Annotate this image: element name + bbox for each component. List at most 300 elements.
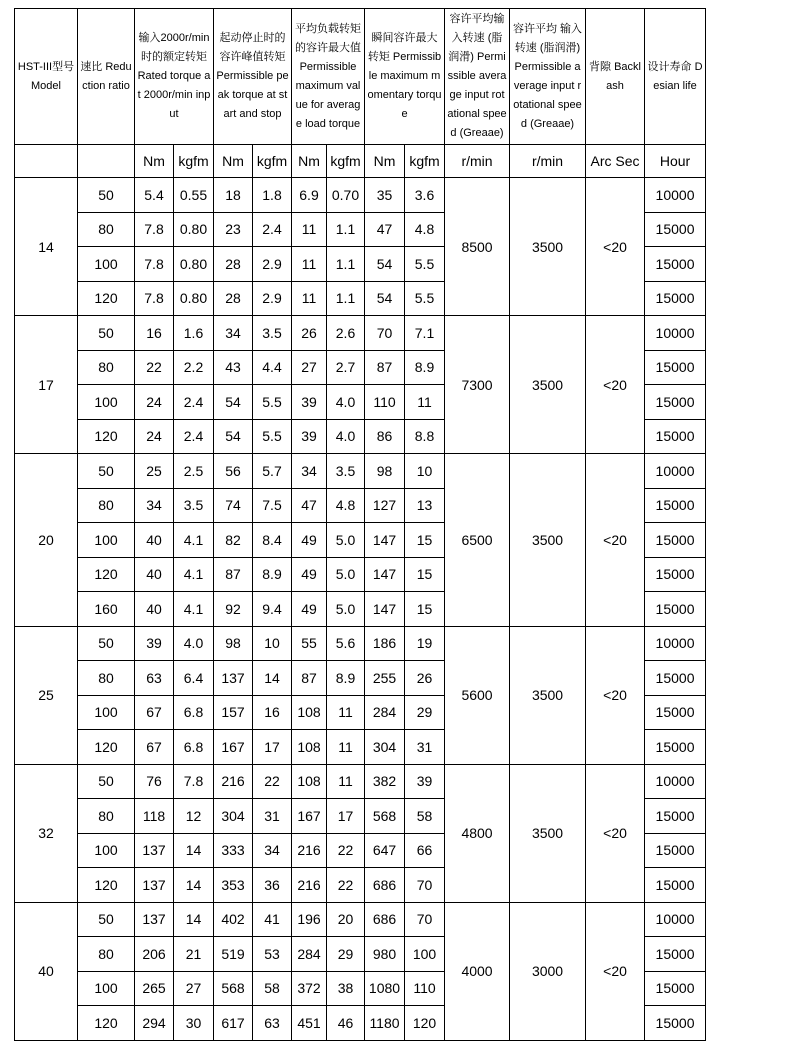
- avg-nm-cell: 167: [292, 799, 327, 834]
- rated-nm-cell: 265: [135, 971, 174, 1006]
- ratio-cell: 50: [78, 316, 135, 351]
- rated-nm-cell: 34: [135, 488, 174, 523]
- rated-kgfm-cell: 0.80: [174, 247, 214, 282]
- ratio-cell: 100: [78, 833, 135, 868]
- input-speed-2-cell: 3500: [510, 316, 586, 454]
- column-header-reduction-ratio: 速比 Reduction ratio: [78, 9, 135, 145]
- mom-nm-cell: 186: [365, 626, 405, 661]
- input-speed-1-cell: 5600: [445, 626, 510, 764]
- life-cell: 10000: [645, 178, 706, 213]
- peak-kgfm-cell: 8.4: [253, 523, 292, 558]
- life-cell: 10000: [645, 902, 706, 937]
- backlash-cell: <20: [586, 178, 645, 316]
- table-row: [15, 316, 706, 351]
- avg-kgfm-cell: 11: [327, 695, 365, 730]
- rated-kgfm-cell: 0.80: [174, 281, 214, 316]
- peak-nm-cell: 34: [214, 316, 253, 351]
- rated-kgfm-cell: 0.80: [174, 212, 214, 247]
- mom-kgfm-cell: 13: [405, 488, 445, 523]
- ratio-cell: 100: [78, 523, 135, 558]
- peak-nm-cell: 87: [214, 557, 253, 592]
- mom-nm-cell: 980: [365, 937, 405, 972]
- unit-cell: kgfm: [174, 145, 214, 178]
- hst-iii-spec-table: [14, 8, 706, 1041]
- ratio-cell: 120: [78, 419, 135, 454]
- avg-kgfm-cell: 4.0: [327, 419, 365, 454]
- rated-nm-cell: 24: [135, 419, 174, 454]
- ratio-cell: 100: [78, 385, 135, 420]
- mom-kgfm-cell: 4.8: [405, 212, 445, 247]
- peak-nm-cell: 304: [214, 799, 253, 834]
- model-cell: 14: [15, 178, 78, 316]
- peak-nm-cell: 568: [214, 971, 253, 1006]
- rated-kgfm-cell: 2.5: [174, 454, 214, 489]
- input-speed-2-cell: 3500: [510, 454, 586, 627]
- avg-kgfm-cell: 4.8: [327, 488, 365, 523]
- unit-cell: r/min: [510, 145, 586, 178]
- mom-nm-cell: 54: [365, 247, 405, 282]
- mom-kgfm-cell: 110: [405, 971, 445, 1006]
- mom-nm-cell: 647: [365, 833, 405, 868]
- ratio-cell: 50: [78, 178, 135, 213]
- peak-kgfm-cell: 2.9: [253, 281, 292, 316]
- input-speed-1-cell: 8500: [445, 178, 510, 316]
- mom-nm-cell: 568: [365, 799, 405, 834]
- life-cell: 15000: [645, 212, 706, 247]
- column-header-rated-torque: 输入2000r/min 时的额定转矩 Rated torque at 2000r/min input: [135, 9, 214, 145]
- avg-nm-cell: 108: [292, 695, 327, 730]
- rated-nm-cell: 40: [135, 592, 174, 627]
- mom-nm-cell: 686: [365, 902, 405, 937]
- peak-kgfm-cell: 8.9: [253, 557, 292, 592]
- rated-kgfm-cell: 14: [174, 902, 214, 937]
- mom-kgfm-cell: 15: [405, 523, 445, 558]
- table-row: [15, 454, 706, 489]
- avg-nm-cell: 87: [292, 661, 327, 696]
- ratio-cell: 80: [78, 661, 135, 696]
- avg-nm-cell: 108: [292, 730, 327, 765]
- backlash-cell: <20: [586, 316, 645, 454]
- ratio-cell: 80: [78, 350, 135, 385]
- rated-kgfm-cell: 6.8: [174, 695, 214, 730]
- avg-kgfm-cell: 29: [327, 937, 365, 972]
- avg-kgfm-cell: 5.0: [327, 592, 365, 627]
- rated-nm-cell: 7.8: [135, 247, 174, 282]
- peak-kgfm-cell: 2.4: [253, 212, 292, 247]
- input-speed-2-cell: 3500: [510, 626, 586, 764]
- avg-kgfm-cell: 5.0: [327, 523, 365, 558]
- avg-kgfm-cell: 4.0: [327, 385, 365, 420]
- model-cell: 40: [15, 902, 78, 1040]
- peak-nm-cell: 54: [214, 419, 253, 454]
- rated-kgfm-cell: 7.8: [174, 764, 214, 799]
- rated-nm-cell: 137: [135, 902, 174, 937]
- model-cell: 25: [15, 626, 78, 764]
- peak-nm-cell: 18: [214, 178, 253, 213]
- ratio-cell: 80: [78, 212, 135, 247]
- peak-nm-cell: 167: [214, 730, 253, 765]
- table-row: [15, 764, 706, 799]
- unit-cell: kgfm: [253, 145, 292, 178]
- peak-nm-cell: 519: [214, 937, 253, 972]
- mom-kgfm-cell: 70: [405, 868, 445, 903]
- mom-nm-cell: 110: [365, 385, 405, 420]
- peak-kgfm-cell: 2.9: [253, 247, 292, 282]
- ratio-cell: 80: [78, 488, 135, 523]
- avg-nm-cell: 6.9: [292, 178, 327, 213]
- input-speed-1-cell: 4000: [445, 902, 510, 1040]
- column-header-peak-torque: 起动停止时的容许峰值转矩 Permissible peak torque at start and stop: [214, 9, 292, 145]
- ratio-cell: 50: [78, 764, 135, 799]
- model-cell: 32: [15, 764, 78, 902]
- table-body: [15, 178, 706, 1041]
- ratio-cell: 50: [78, 454, 135, 489]
- mom-nm-cell: 54: [365, 281, 405, 316]
- column-header-input-speed-2: 容许平均 输入转速 (脂润滑) Permissible average input rotational speed (Greaae): [510, 9, 586, 145]
- unit-cell: kgfm: [327, 145, 365, 178]
- peak-nm-cell: 353: [214, 868, 253, 903]
- mom-kgfm-cell: 26: [405, 661, 445, 696]
- rated-nm-cell: 25: [135, 454, 174, 489]
- rated-nm-cell: 137: [135, 868, 174, 903]
- ratio-cell: 120: [78, 557, 135, 592]
- peak-kgfm-cell: 5.5: [253, 419, 292, 454]
- rated-nm-cell: 67: [135, 695, 174, 730]
- mom-kgfm-cell: 58: [405, 799, 445, 834]
- model-cell: 17: [15, 316, 78, 454]
- avg-kgfm-cell: 1.1: [327, 247, 365, 282]
- mom-kgfm-cell: 5.5: [405, 281, 445, 316]
- avg-nm-cell: 216: [292, 833, 327, 868]
- mom-kgfm-cell: 5.5: [405, 247, 445, 282]
- mom-nm-cell: 127: [365, 488, 405, 523]
- peak-kgfm-cell: 36: [253, 868, 292, 903]
- mom-kgfm-cell: 29: [405, 695, 445, 730]
- life-cell: 15000: [645, 247, 706, 282]
- rated-kgfm-cell: 4.0: [174, 626, 214, 661]
- avg-nm-cell: 216: [292, 868, 327, 903]
- input-speed-1-cell: 4800: [445, 764, 510, 902]
- column-header-input-speed-1: 容许平均输入转速 (脂润滑) Permissible average input rotational speed (Greaae): [445, 9, 510, 145]
- rated-nm-cell: 63: [135, 661, 174, 696]
- mom-nm-cell: 147: [365, 557, 405, 592]
- avg-kgfm-cell: 46: [327, 1006, 365, 1041]
- rated-kgfm-cell: 12: [174, 799, 214, 834]
- rated-nm-cell: 22: [135, 350, 174, 385]
- rated-kgfm-cell: 14: [174, 868, 214, 903]
- table-row: [15, 178, 706, 213]
- avg-nm-cell: 284: [292, 937, 327, 972]
- rated-kgfm-cell: 6.8: [174, 730, 214, 765]
- peak-nm-cell: 333: [214, 833, 253, 868]
- peak-kgfm-cell: 1.8: [253, 178, 292, 213]
- life-cell: 15000: [645, 799, 706, 834]
- avg-nm-cell: 108: [292, 764, 327, 799]
- mom-kgfm-cell: 11: [405, 385, 445, 420]
- peak-nm-cell: 137: [214, 661, 253, 696]
- peak-kgfm-cell: 4.4: [253, 350, 292, 385]
- peak-nm-cell: 617: [214, 1006, 253, 1041]
- ratio-cell: 120: [78, 1006, 135, 1041]
- avg-kgfm-cell: 1.1: [327, 212, 365, 247]
- column-header-model: HST-III型号 Model: [15, 9, 78, 145]
- input-speed-1-cell: 7300: [445, 316, 510, 454]
- mom-kgfm-cell: 70: [405, 902, 445, 937]
- unit-cell: Hour: [645, 145, 706, 178]
- avg-kgfm-cell: 20: [327, 902, 365, 937]
- peak-nm-cell: 402: [214, 902, 253, 937]
- avg-kgfm-cell: 2.6: [327, 316, 365, 351]
- rated-kgfm-cell: 3.5: [174, 488, 214, 523]
- rated-kgfm-cell: 4.1: [174, 592, 214, 627]
- rated-nm-cell: 16: [135, 316, 174, 351]
- peak-kgfm-cell: 16: [253, 695, 292, 730]
- mom-kgfm-cell: 10: [405, 454, 445, 489]
- mom-nm-cell: 1080: [365, 971, 405, 1006]
- peak-kgfm-cell: 9.4: [253, 592, 292, 627]
- avg-nm-cell: 55: [292, 626, 327, 661]
- peak-nm-cell: 157: [214, 695, 253, 730]
- unit-cell: Nm: [135, 145, 174, 178]
- avg-nm-cell: 11: [292, 281, 327, 316]
- avg-nm-cell: 39: [292, 385, 327, 420]
- life-cell: 15000: [645, 488, 706, 523]
- rated-kgfm-cell: 30: [174, 1006, 214, 1041]
- peak-kgfm-cell: 34: [253, 833, 292, 868]
- avg-kgfm-cell: 8.9: [327, 661, 365, 696]
- life-cell: 15000: [645, 557, 706, 592]
- rated-nm-cell: 39: [135, 626, 174, 661]
- rated-nm-cell: 40: [135, 557, 174, 592]
- table-row: [15, 626, 706, 661]
- peak-kgfm-cell: 7.5: [253, 488, 292, 523]
- mom-nm-cell: 98: [365, 454, 405, 489]
- mom-nm-cell: 70: [365, 316, 405, 351]
- rated-nm-cell: 7.8: [135, 281, 174, 316]
- rated-nm-cell: 118: [135, 799, 174, 834]
- peak-nm-cell: 54: [214, 385, 253, 420]
- life-cell: 15000: [645, 385, 706, 420]
- mom-kgfm-cell: 15: [405, 557, 445, 592]
- avg-nm-cell: 49: [292, 523, 327, 558]
- ratio-cell: 120: [78, 730, 135, 765]
- rated-nm-cell: 294: [135, 1006, 174, 1041]
- header-row-labels: [15, 9, 706, 145]
- ratio-cell: 100: [78, 695, 135, 730]
- mom-nm-cell: 86: [365, 419, 405, 454]
- rated-kgfm-cell: 4.1: [174, 523, 214, 558]
- mom-kgfm-cell: 8.8: [405, 419, 445, 454]
- life-cell: 15000: [645, 695, 706, 730]
- avg-nm-cell: 49: [292, 592, 327, 627]
- mom-kgfm-cell: 15: [405, 592, 445, 627]
- peak-nm-cell: 28: [214, 247, 253, 282]
- peak-nm-cell: 74: [214, 488, 253, 523]
- life-cell: 15000: [645, 937, 706, 972]
- unit-cell: [15, 145, 78, 178]
- mom-kgfm-cell: 8.9: [405, 350, 445, 385]
- peak-kgfm-cell: 53: [253, 937, 292, 972]
- column-header-momentary-torque: 瞬间容许最大转矩 Permissible maximum momentary torque: [365, 9, 445, 145]
- table-header: [15, 9, 706, 178]
- table-row: [15, 902, 706, 937]
- backlash-cell: <20: [586, 764, 645, 902]
- unit-cell: Nm: [214, 145, 253, 178]
- mom-nm-cell: 686: [365, 868, 405, 903]
- avg-nm-cell: 451: [292, 1006, 327, 1041]
- mom-kgfm-cell: 19: [405, 626, 445, 661]
- peak-kgfm-cell: 17: [253, 730, 292, 765]
- peak-nm-cell: 23: [214, 212, 253, 247]
- input-speed-2-cell: 3500: [510, 178, 586, 316]
- rated-kgfm-cell: 2.4: [174, 419, 214, 454]
- avg-nm-cell: 11: [292, 212, 327, 247]
- peak-kgfm-cell: 63: [253, 1006, 292, 1041]
- backlash-cell: <20: [586, 626, 645, 764]
- rated-nm-cell: 206: [135, 937, 174, 972]
- ratio-cell: 160: [78, 592, 135, 627]
- peak-kgfm-cell: 5.5: [253, 385, 292, 420]
- column-header-avg-load-torque: 平均负载转矩的容许最大值 Permissible maximum value for average load torque: [292, 9, 365, 145]
- ratio-cell: 120: [78, 281, 135, 316]
- rated-nm-cell: 40: [135, 523, 174, 558]
- peak-kgfm-cell: 41: [253, 902, 292, 937]
- avg-kgfm-cell: 22: [327, 833, 365, 868]
- mom-nm-cell: 304: [365, 730, 405, 765]
- avg-nm-cell: 11: [292, 247, 327, 282]
- life-cell: 15000: [645, 419, 706, 454]
- rated-kgfm-cell: 4.1: [174, 557, 214, 592]
- peak-kgfm-cell: 58: [253, 971, 292, 1006]
- rated-kgfm-cell: 1.6: [174, 316, 214, 351]
- input-speed-1-cell: 6500: [445, 454, 510, 627]
- avg-kgfm-cell: 11: [327, 730, 365, 765]
- model-cell: 20: [15, 454, 78, 627]
- column-header-design-life: 设计寿命 Desian life: [645, 9, 706, 145]
- backlash-cell: <20: [586, 454, 645, 627]
- unit-cell: Nm: [365, 145, 405, 178]
- life-cell: 10000: [645, 454, 706, 489]
- mom-nm-cell: 47: [365, 212, 405, 247]
- ratio-cell: 100: [78, 971, 135, 1006]
- life-cell: 15000: [645, 523, 706, 558]
- peak-kgfm-cell: 5.7: [253, 454, 292, 489]
- mom-nm-cell: 87: [365, 350, 405, 385]
- avg-nm-cell: 39: [292, 419, 327, 454]
- peak-kgfm-cell: 31: [253, 799, 292, 834]
- peak-nm-cell: 216: [214, 764, 253, 799]
- life-cell: 15000: [645, 833, 706, 868]
- mom-kgfm-cell: 39: [405, 764, 445, 799]
- peak-nm-cell: 82: [214, 523, 253, 558]
- peak-nm-cell: 56: [214, 454, 253, 489]
- rated-kgfm-cell: 14: [174, 833, 214, 868]
- unit-cell: Arc Sec: [586, 145, 645, 178]
- life-cell: 10000: [645, 764, 706, 799]
- peak-nm-cell: 43: [214, 350, 253, 385]
- unit-cell: r/min: [445, 145, 510, 178]
- life-cell: 15000: [645, 661, 706, 696]
- peak-nm-cell: 28: [214, 281, 253, 316]
- avg-kgfm-cell: 11: [327, 764, 365, 799]
- avg-kgfm-cell: 5.0: [327, 557, 365, 592]
- ratio-cell: 50: [78, 902, 135, 937]
- rated-nm-cell: 76: [135, 764, 174, 799]
- avg-kgfm-cell: 5.6: [327, 626, 365, 661]
- mom-nm-cell: 382: [365, 764, 405, 799]
- column-header-backlash: 背隙 Backlash: [586, 9, 645, 145]
- header-row-units: [15, 145, 706, 178]
- avg-kgfm-cell: 2.7: [327, 350, 365, 385]
- backlash-cell: <20: [586, 902, 645, 1040]
- life-cell: 15000: [645, 281, 706, 316]
- avg-nm-cell: 47: [292, 488, 327, 523]
- avg-kgfm-cell: 3.5: [327, 454, 365, 489]
- unit-cell: kgfm: [405, 145, 445, 178]
- avg-nm-cell: 34: [292, 454, 327, 489]
- avg-kgfm-cell: 17: [327, 799, 365, 834]
- mom-nm-cell: 284: [365, 695, 405, 730]
- life-cell: 15000: [645, 730, 706, 765]
- life-cell: 15000: [645, 350, 706, 385]
- ratio-cell: 80: [78, 799, 135, 834]
- peak-kgfm-cell: 3.5: [253, 316, 292, 351]
- rated-kgfm-cell: 27: [174, 971, 214, 1006]
- rated-kgfm-cell: 21: [174, 937, 214, 972]
- avg-nm-cell: 49: [292, 557, 327, 592]
- rated-kgfm-cell: 6.4: [174, 661, 214, 696]
- mom-kgfm-cell: 3.6: [405, 178, 445, 213]
- avg-nm-cell: 26: [292, 316, 327, 351]
- mom-nm-cell: 147: [365, 523, 405, 558]
- avg-kgfm-cell: 22: [327, 868, 365, 903]
- ratio-cell: 50: [78, 626, 135, 661]
- mom-kgfm-cell: 66: [405, 833, 445, 868]
- mom-kgfm-cell: 100: [405, 937, 445, 972]
- rated-nm-cell: 137: [135, 833, 174, 868]
- rated-kgfm-cell: 0.55: [174, 178, 214, 213]
- life-cell: 10000: [645, 316, 706, 351]
- peak-nm-cell: 92: [214, 592, 253, 627]
- avg-kgfm-cell: 38: [327, 971, 365, 1006]
- avg-nm-cell: 372: [292, 971, 327, 1006]
- rated-kgfm-cell: 2.2: [174, 350, 214, 385]
- mom-nm-cell: 35: [365, 178, 405, 213]
- input-speed-2-cell: 3000: [510, 902, 586, 1040]
- rated-nm-cell: 5.4: [135, 178, 174, 213]
- avg-nm-cell: 196: [292, 902, 327, 937]
- rated-nm-cell: 67: [135, 730, 174, 765]
- life-cell: 15000: [645, 971, 706, 1006]
- peak-kgfm-cell: 14: [253, 661, 292, 696]
- mom-kgfm-cell: 7.1: [405, 316, 445, 351]
- peak-kgfm-cell: 22: [253, 764, 292, 799]
- unit-cell: Nm: [292, 145, 327, 178]
- mom-nm-cell: 147: [365, 592, 405, 627]
- avg-nm-cell: 27: [292, 350, 327, 385]
- ratio-cell: 100: [78, 247, 135, 282]
- mom-kgfm-cell: 31: [405, 730, 445, 765]
- rated-nm-cell: 24: [135, 385, 174, 420]
- avg-kgfm-cell: 1.1: [327, 281, 365, 316]
- ratio-cell: 80: [78, 937, 135, 972]
- avg-kgfm-cell: 0.70: [327, 178, 365, 213]
- life-cell: 10000: [645, 626, 706, 661]
- mom-nm-cell: 255: [365, 661, 405, 696]
- rated-kgfm-cell: 2.4: [174, 385, 214, 420]
- peak-nm-cell: 98: [214, 626, 253, 661]
- life-cell: 15000: [645, 592, 706, 627]
